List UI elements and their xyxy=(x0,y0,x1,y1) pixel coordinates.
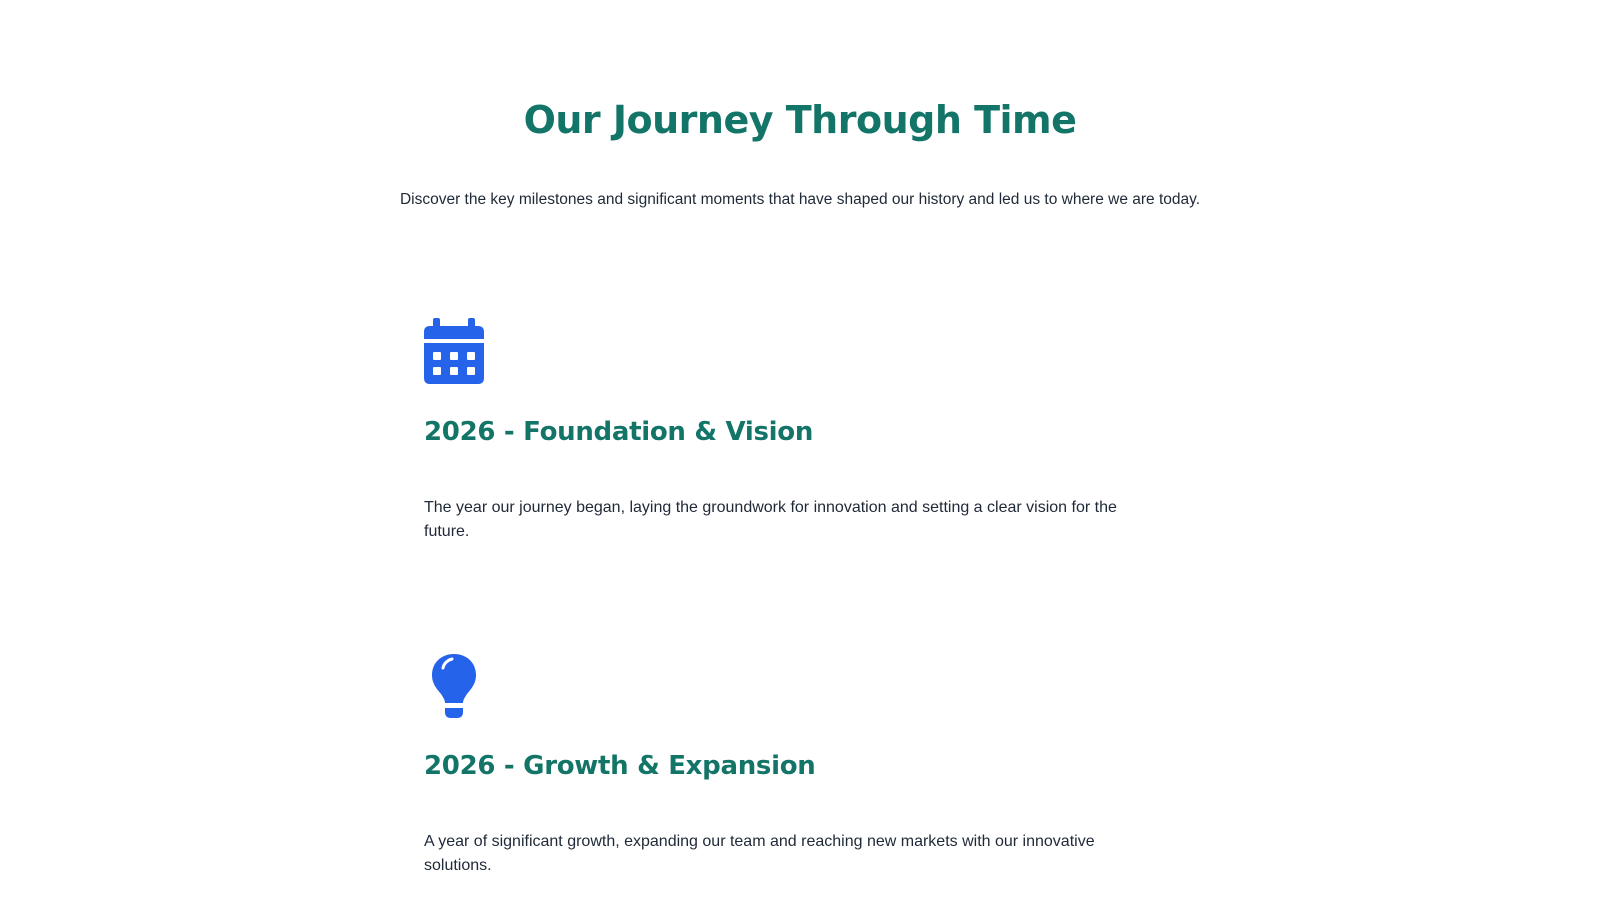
milestone-description: A year of significant growth, expanding our team and reaching new markets with our innovative solutions. xyxy=(424,833,1095,874)
milestone-description: The year our journey began, laying the groundwork for innovation and setting a clear vision for the future. xyxy=(424,499,1117,540)
lightbulb-icon xyxy=(424,652,484,718)
calendar-icon xyxy=(424,318,484,384)
milestone-title: 2026 - Foundation & Vision xyxy=(424,417,814,447)
milestone-title: 2026 - Growth & Expansion xyxy=(424,751,816,781)
page-subtitle: Discover the key milestones and significant moments that have shaped our history and led us to where we are today. xyxy=(399,191,1201,208)
milestone-item xyxy=(424,318,1184,540)
milestone-item xyxy=(424,652,1184,874)
page-title: Our Journey Through Time xyxy=(523,98,1077,142)
